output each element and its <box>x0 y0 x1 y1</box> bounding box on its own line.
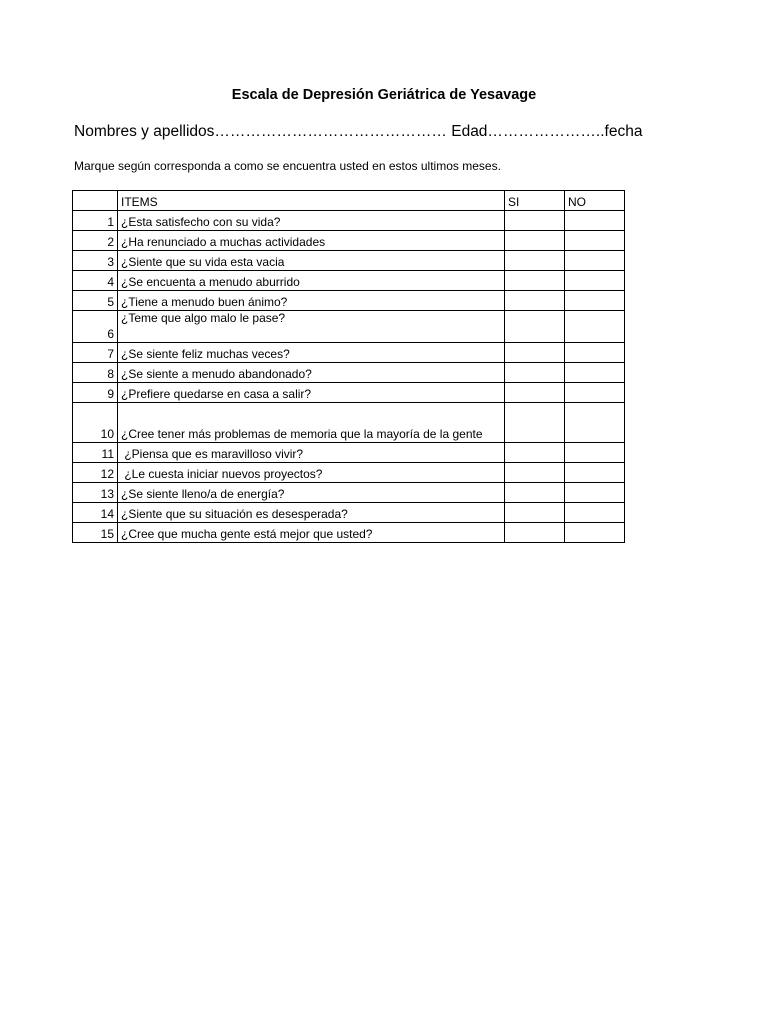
row-number: 7 <box>73 343 118 363</box>
si-answer-cell[interactable] <box>505 483 565 503</box>
row-number: 3 <box>73 251 118 271</box>
row-item: ¿Tiene a menudo buen ánimo? <box>118 291 505 311</box>
si-answer-cell[interactable] <box>505 211 565 231</box>
row-item: ¿Se encuenta a menudo aburrido <box>118 271 505 291</box>
table-row <box>73 483 625 503</box>
si-answer-cell[interactable] <box>505 363 565 383</box>
no-answer-cell[interactable] <box>565 383 625 403</box>
row-number: 12 <box>73 463 118 483</box>
table-row <box>73 343 625 363</box>
row-item: ¿Se siente lleno/a de energía? <box>118 483 505 503</box>
si-answer-cell[interactable] <box>505 523 565 543</box>
row-item: ¿Cree que mucha gente está mejor que usted? <box>118 523 505 543</box>
row-number: 15 <box>73 523 118 543</box>
row-item: ¿Cree tener más problemas de memoria que la mayoría de la gente <box>118 403 505 443</box>
no-answer-cell[interactable] <box>565 363 625 383</box>
si-answer-cell[interactable] <box>505 383 565 403</box>
row-item: ¿Se siente a menudo abandonado? <box>118 363 505 383</box>
no-answer-cell[interactable] <box>565 311 625 343</box>
row-item: ¿Prefiere quedarse en casa a salir? <box>118 383 505 403</box>
si-answer-cell[interactable] <box>505 503 565 523</box>
table-row <box>73 211 625 231</box>
row-number: 4 <box>73 271 118 291</box>
depression-scale-table <box>72 190 625 543</box>
table-row <box>73 251 625 271</box>
row-item: ¿Piensa que es maravilloso vivir? <box>118 443 505 463</box>
row-item: ¿Esta satisfecho con su vida? <box>118 211 505 231</box>
no-answer-cell[interactable] <box>565 271 625 291</box>
si-answer-cell[interactable] <box>505 291 565 311</box>
row-item: ¿Siente que su vida esta vacia <box>118 251 505 271</box>
no-answer-cell[interactable] <box>565 291 625 311</box>
si-answer-cell[interactable] <box>505 271 565 291</box>
row-number: 9 <box>73 383 118 403</box>
row-item: ¿Le cuesta iniciar nuevos proyectos? <box>118 463 505 483</box>
no-answer-cell[interactable] <box>565 231 625 251</box>
table-row <box>73 363 625 383</box>
row-number: 11 <box>73 443 118 463</box>
table-row <box>73 463 625 483</box>
table-row <box>73 383 625 403</box>
table-row <box>73 523 625 543</box>
header-number-cell <box>73 191 118 211</box>
no-answer-cell[interactable] <box>565 443 625 463</box>
table-row <box>73 271 625 291</box>
no-answer-cell[interactable] <box>565 251 625 271</box>
si-answer-cell[interactable] <box>505 251 565 271</box>
row-item: ¿Ha renunciado a muchas actividades <box>118 231 505 251</box>
si-answer-cell[interactable] <box>505 343 565 363</box>
table-row <box>73 311 625 343</box>
si-answer-cell[interactable] <box>505 443 565 463</box>
row-number: 5 <box>73 291 118 311</box>
si-answer-cell[interactable] <box>505 463 565 483</box>
table-row <box>73 403 625 443</box>
table-row <box>73 503 625 523</box>
document-title: Escala de Depresión Geriátrica de Yesavage <box>231 87 537 103</box>
header-si: SI <box>505 191 565 211</box>
header-items: ITEMS <box>118 191 505 211</box>
si-answer-cell[interactable] <box>505 231 565 251</box>
name-age-date-line: Nombres y apellidos……………………………………… Edad…………………..fecha <box>74 123 643 140</box>
no-answer-cell[interactable] <box>565 523 625 543</box>
si-answer-cell[interactable] <box>505 311 565 343</box>
row-number: 1 <box>73 211 118 231</box>
row-number: 8 <box>73 363 118 383</box>
row-number: 13 <box>73 483 118 503</box>
row-item: ¿Siente que su situación es desesperada? <box>118 503 505 523</box>
no-answer-cell[interactable] <box>565 211 625 231</box>
no-answer-cell[interactable] <box>565 403 625 443</box>
table-row <box>73 291 625 311</box>
no-answer-cell[interactable] <box>565 463 625 483</box>
table-header-row <box>73 191 625 211</box>
row-number: 14 <box>73 503 118 523</box>
instruction-text: Marque según corresponda a como se encuentra usted en estos ultimos meses. <box>74 159 501 173</box>
no-answer-cell[interactable] <box>565 343 625 363</box>
header-no: NO <box>565 191 625 211</box>
row-item: ¿Se siente feliz muchas veces? <box>118 343 505 363</box>
row-number: 10 <box>73 403 118 443</box>
row-item: ¿Teme que algo malo le pase? <box>118 311 505 343</box>
no-answer-cell[interactable] <box>565 503 625 523</box>
no-answer-cell[interactable] <box>565 483 625 503</box>
table-row <box>73 231 625 251</box>
row-number: 6 <box>73 311 118 343</box>
row-number: 2 <box>73 231 118 251</box>
si-answer-cell[interactable] <box>505 403 565 443</box>
table-row <box>73 443 625 463</box>
